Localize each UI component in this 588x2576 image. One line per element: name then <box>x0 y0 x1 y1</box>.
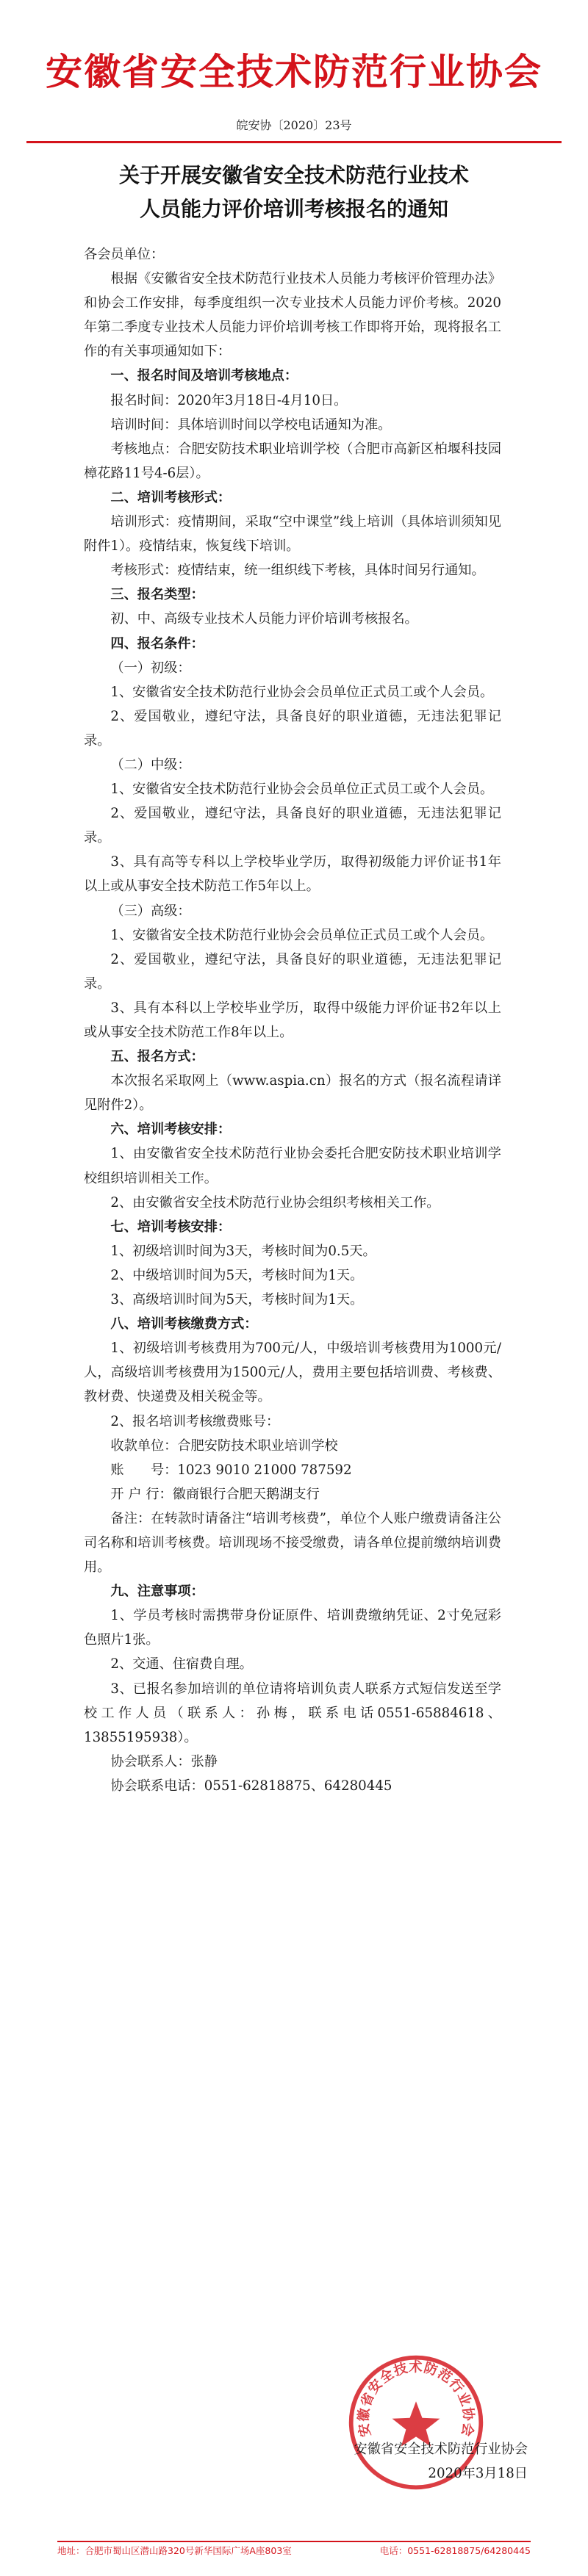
registration-time: 报名时间：2020年3月18日-4月10日。 <box>110 392 348 408</box>
arrangement-2: 2、由安徽省安全技术防范行业协会组织考核相关工作。 <box>110 1194 440 1211</box>
intro-paragraph: 根据《安徽省安全技术防范行业技术人员能力考核评价管理办法》和协会工作安排，每季度组织一次专业技术人员能力评价考核。2020年第二季度专业技术人员能力评价培训考核工作即将开始，现将报名工作的有关事项通知如下： <box>84 271 501 360</box>
section-1-heading: 一、报名时间及培训考核地点： <box>110 368 298 384</box>
notice-2: 2、交通、住宿费自理。 <box>110 1656 253 1673</box>
section-8-heading: 八、培训考核缴费方式： <box>110 1316 258 1332</box>
notice-3: 3、已报名参加培训的单位请将培训负责人联系方式短信发送至学校工作人员（联系人：孙梅，联系电话0551-65884618、13855195938）。 <box>84 1681 501 1745</box>
schedule-junior: 1、初级培训时间为3天，考核时间为0.5天。 <box>110 1243 376 1259</box>
title-line-2: 人员能力评价培训考核报名的通知 <box>139 197 448 221</box>
signature-block <box>278 2437 528 2486</box>
fee-details: 1、初级培训考核费用为700元/人，中级培训考核费用为1000元/人，高级培训考核费用为1500元/人，费用主要包括培训费、考核费、教材费、快递费及相关税金等。 <box>84 1341 501 1405</box>
junior-condition-2: 2、爱国敬业，遵纪守法，具备良好的职业道德，无违法犯罪记录。 <box>84 708 501 748</box>
payment-account-heading: 2、报名培训考核缴费账号： <box>110 1413 280 1429</box>
document-number: 皖安协〔2020〕23号 <box>236 118 352 132</box>
bank-name: 开 户 行：徽商银行合肥天鹅湖支行 <box>110 1486 320 1502</box>
signature-date: 2020年3月18日 <box>428 2466 528 2481</box>
association-contact-person: 协会联系人：张静 <box>110 1753 218 1769</box>
registration-method: 本次报名采取网上（www.aspia.cn）报名的方式（报名流程请详见附件2）。 <box>84 1073 501 1114</box>
senior-level-heading: （三）高级： <box>110 903 191 919</box>
exam-location: 考核地点：合肥安防技术职业培训学校（合肥市高新区柏堰科技园樟花路11号4-6层）。 <box>84 441 501 481</box>
document-title <box>44 159 544 226</box>
title-line-1: 关于开展安徽省安全技术防范行业技术 <box>118 163 469 187</box>
payee-name: 收款单位：合肥安防技术职业培训学校 <box>110 1437 338 1454</box>
exam-format: 考核形式：疫情结束，统一组织线下考核，具体时间另行通知。 <box>110 563 485 579</box>
senior-condition-2: 2、爱国敬业，遵纪守法，具备良好的职业道德，无违法犯罪记录。 <box>84 951 501 992</box>
section-3-heading: 三、报名类型： <box>110 587 204 603</box>
page-footer <box>57 2544 531 2558</box>
registration-type: 初、中、高级专业技术人员能力评价培训考核报名。 <box>110 611 418 627</box>
notice-1: 1、学员考核时需携带身份证原件、培训费缴纳凭证、2寸免冠彩色照片1张。 <box>84 1608 501 1648</box>
footer-address: 地址：合肥市蜀山区潜山路320号新华国际广场A座803室 <box>57 2545 292 2556</box>
greeting: 各会员单位： <box>84 247 165 262</box>
schedule-senior: 3、高级培训时间为5天，考核时间为1天。 <box>110 1292 364 1308</box>
payment-note: 备注：在转款时请备注“培训考核费”，单位个人账户缴费请备注公司名称和培训考核费。培训现场不接受缴费，请各单位提前缴纳培训费用。 <box>84 1510 501 1576</box>
middle-condition-1: 1、安徽省安全技术防范行业协会会员单位正式员工或个人会员。 <box>110 782 494 798</box>
seal-lettering: 安徽省安全技术防范行业协会 <box>356 2359 476 2439</box>
footer-divider <box>57 2541 531 2542</box>
section-4-heading: 四、报名条件： <box>110 635 204 652</box>
senior-condition-3: 3、具有本科以上学校毕业学历，取得中级能力评价证书2年以上或从事安全技术防范工作8年以上。 <box>84 1000 501 1040</box>
training-time: 培训时间：具体培训时间以学校电话通知为准。 <box>110 416 392 433</box>
association-contact-phone: 协会联系电话：0551-62818875、64280445 <box>110 1778 392 1794</box>
middle-level-heading: （二）中级： <box>110 757 191 773</box>
schedule-middle: 2、中级培训时间为5天，考核时间为1天。 <box>110 1267 364 1283</box>
header-divider <box>26 141 562 143</box>
signature-organization: 安徽省安全技术防范行业协会 <box>354 2442 528 2457</box>
section-7-heading: 七、培训考核安排： <box>110 1219 232 1235</box>
footer-phone: 电话：0551-62818875/64280445 <box>379 2545 531 2556</box>
section-2-heading: 二、培训考核形式： <box>110 489 232 505</box>
training-format: 培训形式：疫情期间，采取“空中课堂”线上培训（具体培训须知见附件1）。疫情结束，恢复线下培训。 <box>84 514 501 555</box>
section-5-heading: 五、报名方式： <box>110 1049 204 1065</box>
middle-condition-3: 3、具有高等专科以上学校毕业学历，取得初级能力评价证书1年以上或从事安全技术防范工作5年以上。 <box>84 854 501 895</box>
org-letterhead: 安徽省安全技术防范行业协会 <box>46 51 542 93</box>
account-number: 账 号：1023 9010 21000 787592 <box>110 1462 352 1478</box>
section-9-heading: 九、注意事项： <box>110 1584 204 1600</box>
document-body <box>84 242 501 1798</box>
junior-level-heading: （一）初级： <box>110 660 191 676</box>
section-6-heading: 六、培训考核安排： <box>110 1122 232 1138</box>
arrangement-1: 1、由安徽省安全技术防范行业协会委托合肥安防技术职业培训学校组织培训相关工作。 <box>84 1146 501 1186</box>
junior-condition-1: 1、安徽省安全技术防范行业协会会员单位正式员工或个人会员。 <box>110 684 494 700</box>
middle-condition-2: 2、爱国敬业，遵纪守法，具备良好的职业道德，无违法犯罪记录。 <box>84 806 501 846</box>
senior-condition-1: 1、安徽省安全技术防范行业协会会员单位正式员工或个人会员。 <box>110 927 494 943</box>
